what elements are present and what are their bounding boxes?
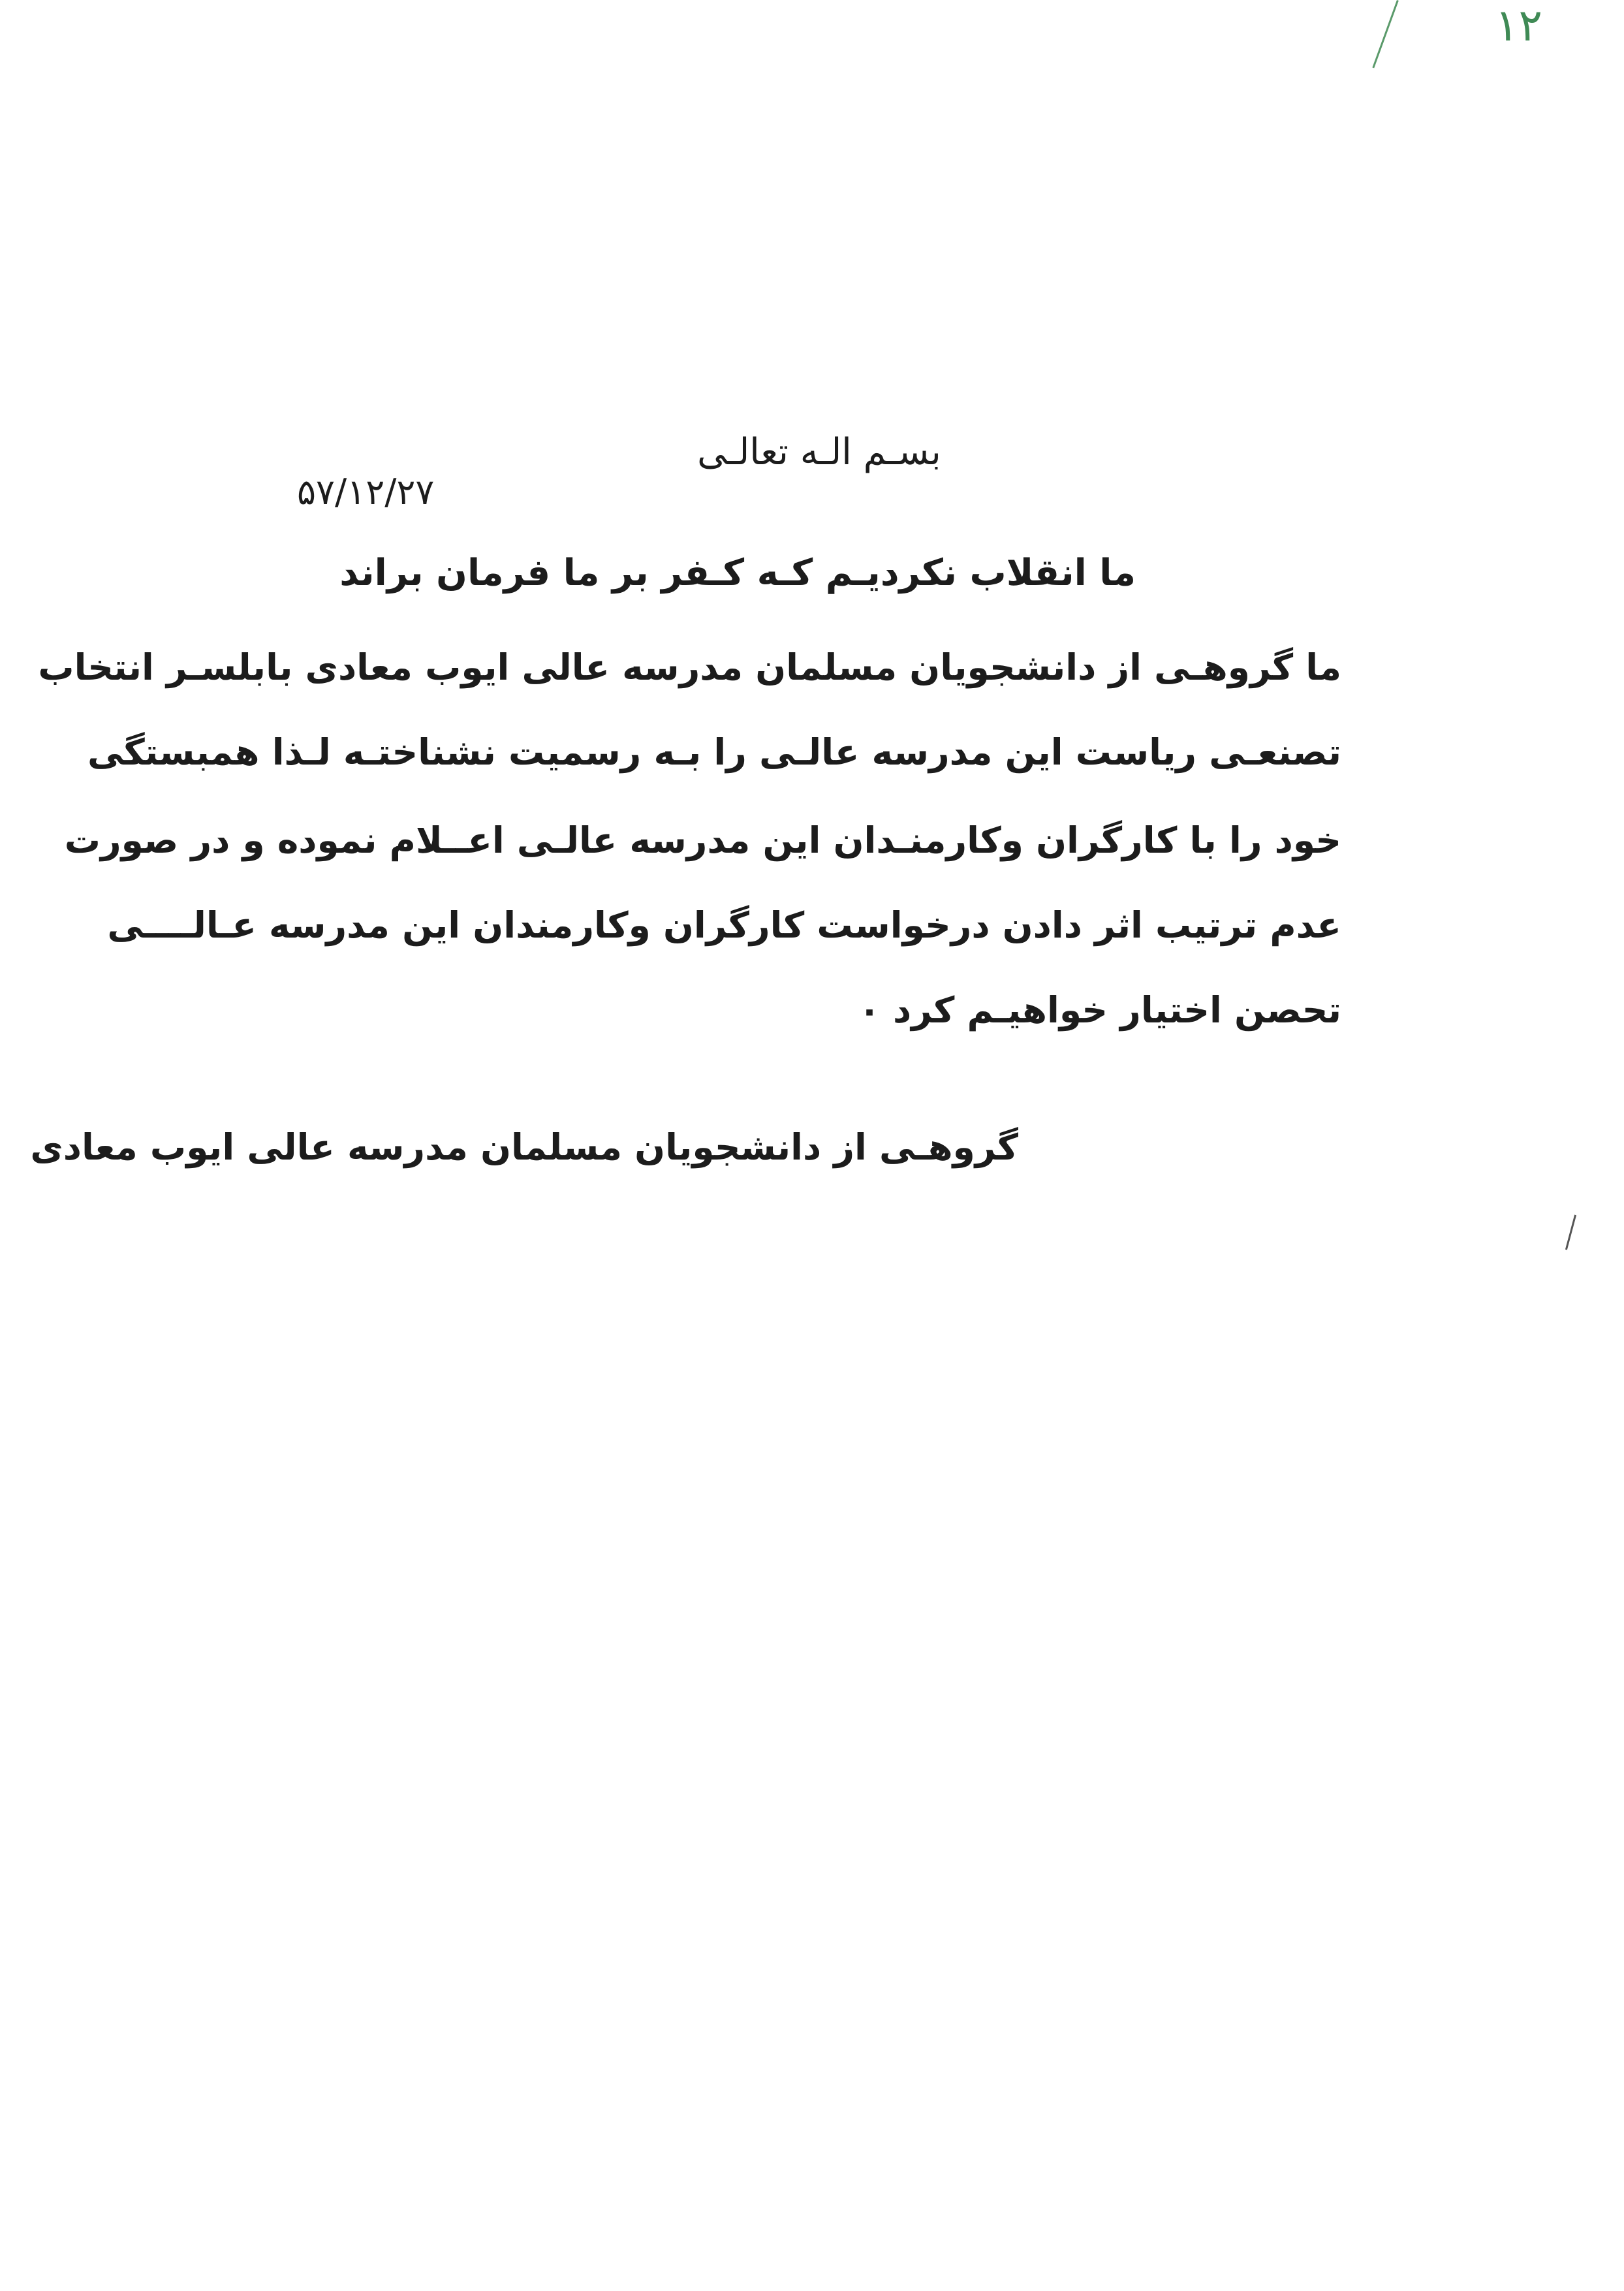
- body-line: ما گروهـی از دانشجویان مسلمان مدرسه عالی ایوب معادی بابلسـر انتخاب: [38, 646, 1341, 688]
- date: ۵۷/۱۲/۲۷: [297, 471, 435, 513]
- page-number: ۱۲: [1495, 0, 1543, 52]
- corner-stroke-mark: [1372, 0, 1398, 68]
- slogan: ما انقلاب نکردیـم کـه کـفر بر ما فرمان براند: [339, 552, 1136, 594]
- body-line: عدم ترتیب اثر دادن درخواست کارگران وکارمندان این مدرسه عـالــــی: [107, 904, 1341, 946]
- body-line: تصنعـی ریاست این مدرسه عالـی را بـه رسمیت نشناختـه لـذا همبستگی: [87, 731, 1341, 773]
- heading: بسـم الـه تعالـی: [697, 431, 941, 473]
- margin-tick-mark: [1565, 1215, 1576, 1250]
- body-line: تحصن اختیار خواهیـم کرد ۰: [858, 989, 1341, 1031]
- signature: گروهـی از دانشجویان مسلمان مدرسه عالی ایوب معادی: [30, 1126, 1018, 1168]
- body-line: خود را با کارگران وکارمنـدان این مدرسه عالـی اعــلام نموده و در صورت: [64, 819, 1341, 861]
